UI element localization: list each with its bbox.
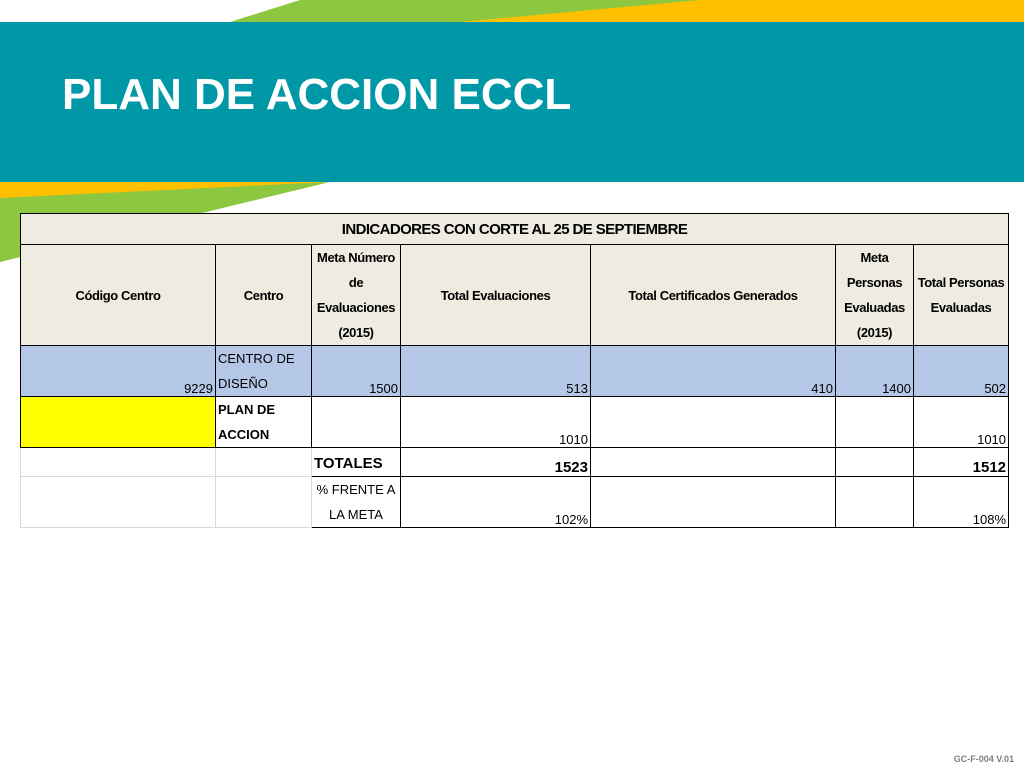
table-row bbox=[21, 346, 1009, 397]
cell-empty bbox=[836, 448, 914, 477]
totals-label: TOTALES bbox=[312, 448, 401, 477]
cell-meta-personas bbox=[836, 397, 914, 448]
cell-empty bbox=[216, 448, 312, 477]
header-total-certificados: Total Certificados Generados bbox=[591, 245, 836, 346]
cell-empty bbox=[591, 477, 836, 528]
cell-meta-evaluaciones bbox=[312, 397, 401, 448]
totals-personas: 1512 bbox=[914, 448, 1009, 477]
header-total-evaluaciones: Total Evaluaciones bbox=[401, 245, 591, 346]
header-meta-evaluaciones: Meta Número de Evaluaciones (2015) bbox=[312, 245, 401, 346]
totals-evaluaciones: 1523 bbox=[401, 448, 591, 477]
table-caption: INDICADORES CON CORTE AL 25 DE SEPTIEMBRE bbox=[21, 214, 1009, 245]
cell-empty bbox=[21, 448, 216, 477]
percent-row bbox=[21, 477, 1009, 528]
header-total-personas: Total Personas Evaluadas bbox=[914, 245, 1009, 346]
cell-empty bbox=[836, 477, 914, 528]
cell-empty bbox=[591, 448, 836, 477]
header-meta-personas: Meta Personas Evaluadas (2015) bbox=[836, 245, 914, 346]
table-row bbox=[21, 397, 1009, 448]
footer-code: GC-F-004 V.01 bbox=[953, 754, 1014, 764]
table-header-row bbox=[21, 245, 1009, 346]
cell-empty bbox=[216, 477, 312, 528]
cell-codigo bbox=[21, 397, 216, 448]
header-centro: Centro bbox=[216, 245, 312, 346]
percent-label: % FRENTE A LA META bbox=[312, 477, 401, 528]
totals-row bbox=[21, 448, 1009, 477]
cell-total-evaluaciones: 1010 bbox=[401, 397, 591, 448]
slide-title: PLAN DE ACCION ECCL bbox=[62, 70, 572, 119]
percent-personas: 108% bbox=[914, 477, 1009, 528]
cell-codigo: 9229 bbox=[21, 346, 216, 397]
cell-total-personas: 502 bbox=[914, 346, 1009, 397]
percent-evaluaciones: 102% bbox=[401, 477, 591, 528]
cell-meta-evaluaciones: 1500 bbox=[312, 346, 401, 397]
cell-centro: PLAN DE ACCION bbox=[216, 397, 312, 448]
cell-empty bbox=[21, 477, 216, 528]
cell-total-certificados: 410 bbox=[591, 346, 836, 397]
cell-total-personas: 1010 bbox=[914, 397, 1009, 448]
cell-total-evaluaciones: 513 bbox=[401, 346, 591, 397]
table-caption-row bbox=[21, 214, 1009, 245]
cell-meta-personas: 1400 bbox=[836, 346, 914, 397]
cell-total-certificados bbox=[591, 397, 836, 448]
cell-centro: CENTRO DE DISEÑO bbox=[216, 346, 312, 397]
indicators-table bbox=[20, 213, 1009, 528]
header-codigo-centro: Código Centro bbox=[21, 245, 216, 346]
